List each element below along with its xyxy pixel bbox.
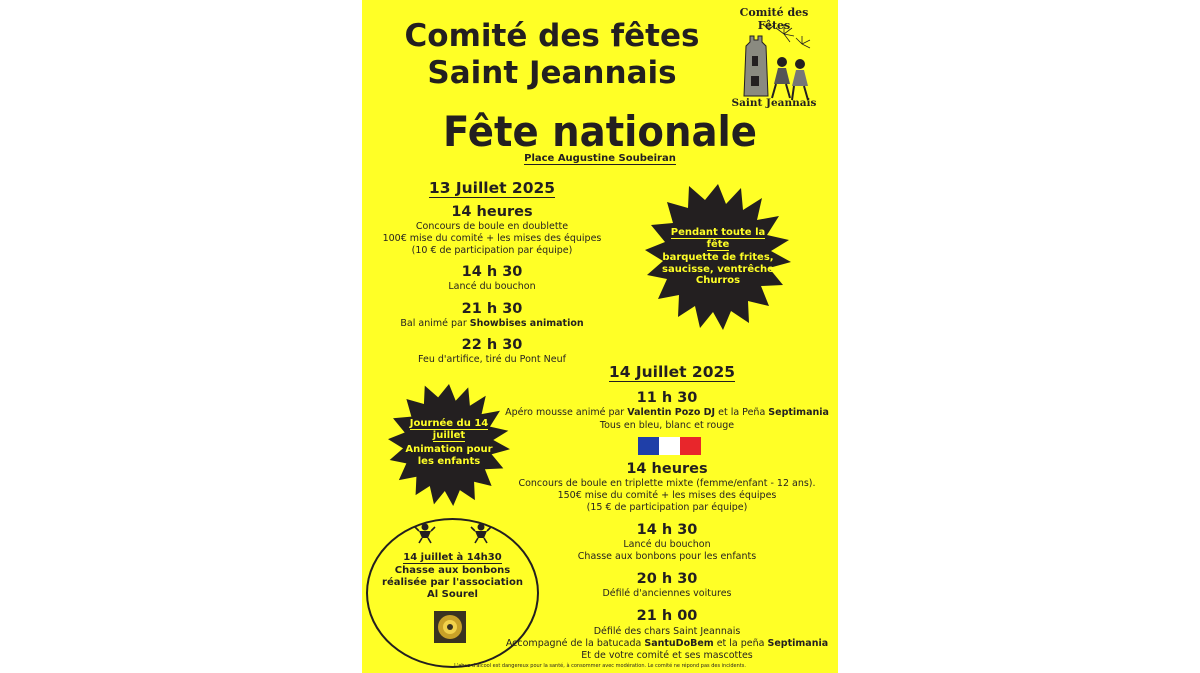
chasse-title: 14 juillet à 14h30	[403, 552, 502, 563]
voitures-time: 20 h 30	[636, 571, 698, 587]
chars-batucada: SantuDoBem	[644, 638, 714, 649]
chars-line-3: Et de votre comité et ses mascottes	[581, 650, 753, 661]
logo-top-text: Comité des Fêtes	[739, 6, 809, 32]
journee-badge-title	[395, 418, 503, 441]
event-13-3-pre: Bal animé par	[400, 318, 470, 329]
concours-line-1: Concours de boule en triplette mixte (femme/enfant - 12 ans).	[518, 478, 816, 489]
chasse-badge-title	[366, 552, 539, 564]
chars-pre: Accompagné de la batucada	[505, 638, 645, 649]
journee-line-2: les enfants	[417, 455, 481, 467]
flag-blue	[638, 437, 659, 455]
comite-logo	[724, 2, 824, 112]
bouchon-time: 14 h 30	[636, 522, 698, 538]
date-13-text: 13 Juillet 2025	[428, 179, 556, 197]
event-13-1-line-1: Concours de boule en doublette	[415, 221, 569, 232]
pendant-title-1: Pendant toute la	[670, 227, 766, 238]
event-13-4-time: 22 h 30	[461, 337, 523, 353]
date-13	[402, 178, 582, 198]
date-14	[582, 362, 762, 382]
apero-line-1	[492, 407, 838, 420]
headline: Fête nationale	[442, 107, 758, 156]
apero-mid: et la Peña	[715, 407, 769, 418]
dancer-icon-left	[414, 522, 436, 544]
logo-drawing-icon	[724, 16, 824, 106]
journee-badge-body	[395, 444, 503, 467]
french-flag-icon	[638, 437, 701, 455]
event-13-1-time: 14 heures	[451, 204, 533, 220]
chars-mid: et la peña	[713, 638, 768, 649]
flag-red	[680, 437, 701, 455]
chars-line-2	[492, 638, 838, 651]
apero-dj: Valentin Pozo DJ	[627, 407, 716, 418]
poster	[362, 0, 838, 673]
journee-line-1: Animation pour	[405, 444, 493, 455]
pendant-title-2: fête	[706, 238, 730, 250]
concours-time: 14 heures	[626, 461, 708, 477]
dancer-icon-right	[470, 522, 492, 544]
chars-time: 21 h 00	[636, 608, 698, 624]
event-13-4-line-1: Feu d'artifice, tiré du Pont Neuf	[418, 354, 566, 365]
chars-line-1: Défilé des chars Saint Jeannais	[593, 626, 741, 637]
apero-line-2: Tous en bleu, blanc et rouge	[599, 420, 735, 431]
bouchon-line-1: Lancé du bouchon	[623, 539, 711, 550]
journee-title-1: Journée du 14	[409, 418, 489, 429]
chasse-line-3: Al Sourel	[427, 589, 478, 600]
pendant-badge-body	[650, 252, 786, 287]
event-13-1-line-2: 100€ mise du comité + les mises des équipes	[382, 233, 602, 244]
bouchon-line-2: Chasse aux bonbons pour les enfants	[577, 551, 757, 562]
chasse-line-1: Chasse aux bonbons	[394, 565, 511, 576]
chars-pena: Septimania	[767, 638, 829, 649]
journee-title-2: juillet	[432, 429, 466, 441]
event-13-2-line-1: Lancé du bouchon	[448, 281, 536, 292]
apero-time: 11 h 30	[636, 390, 698, 406]
flag-white	[659, 437, 680, 455]
concours-line-2: 150€ mise du comité + les mises des équipes	[557, 490, 777, 501]
footer-disclaimer: L'abus d'alcool est dangereux pour la santé, à consommer avec modération. Le comité ne répond pas des incidents.	[454, 663, 746, 669]
place	[362, 152, 838, 166]
logo-bottom-text: Saint Jeannais	[731, 97, 817, 109]
al-sourel-logo-icon	[434, 611, 466, 643]
date-14-text: 14 Juillet 2025	[608, 363, 736, 381]
pendant-badge-title	[655, 227, 781, 250]
event-13-3-line	[382, 318, 602, 331]
place-text: Place Augustine Soubeiran	[524, 153, 676, 164]
pendant-line-2: saucisse, ventrêche	[662, 263, 774, 275]
title-line-2: Saint Jeannais	[427, 55, 677, 91]
pendant-line-1: barquette de frites,	[662, 252, 774, 263]
apero-pena: Septimania	[768, 407, 829, 418]
chasse-badge-body	[366, 565, 539, 601]
chasse-line-2: réalisée par l'association	[382, 577, 523, 588]
event-13-2-time: 14 h 30	[461, 264, 523, 280]
event-13-1-line-3: (10 € de participation par équipe)	[411, 245, 573, 256]
apero-pre: Apéro mousse animé par	[505, 407, 628, 418]
event-13-3-time: 21 h 30	[461, 301, 523, 317]
title-line-1: Comité des fêtes	[404, 18, 700, 54]
voitures-line-1: Défilé d'anciennes voitures	[602, 588, 732, 599]
pendant-line-3: Churros	[695, 275, 741, 286]
concours-line-3: (15 € de participation par équipe)	[586, 502, 748, 513]
event-13-3-bold: Showbises animation	[469, 318, 584, 329]
